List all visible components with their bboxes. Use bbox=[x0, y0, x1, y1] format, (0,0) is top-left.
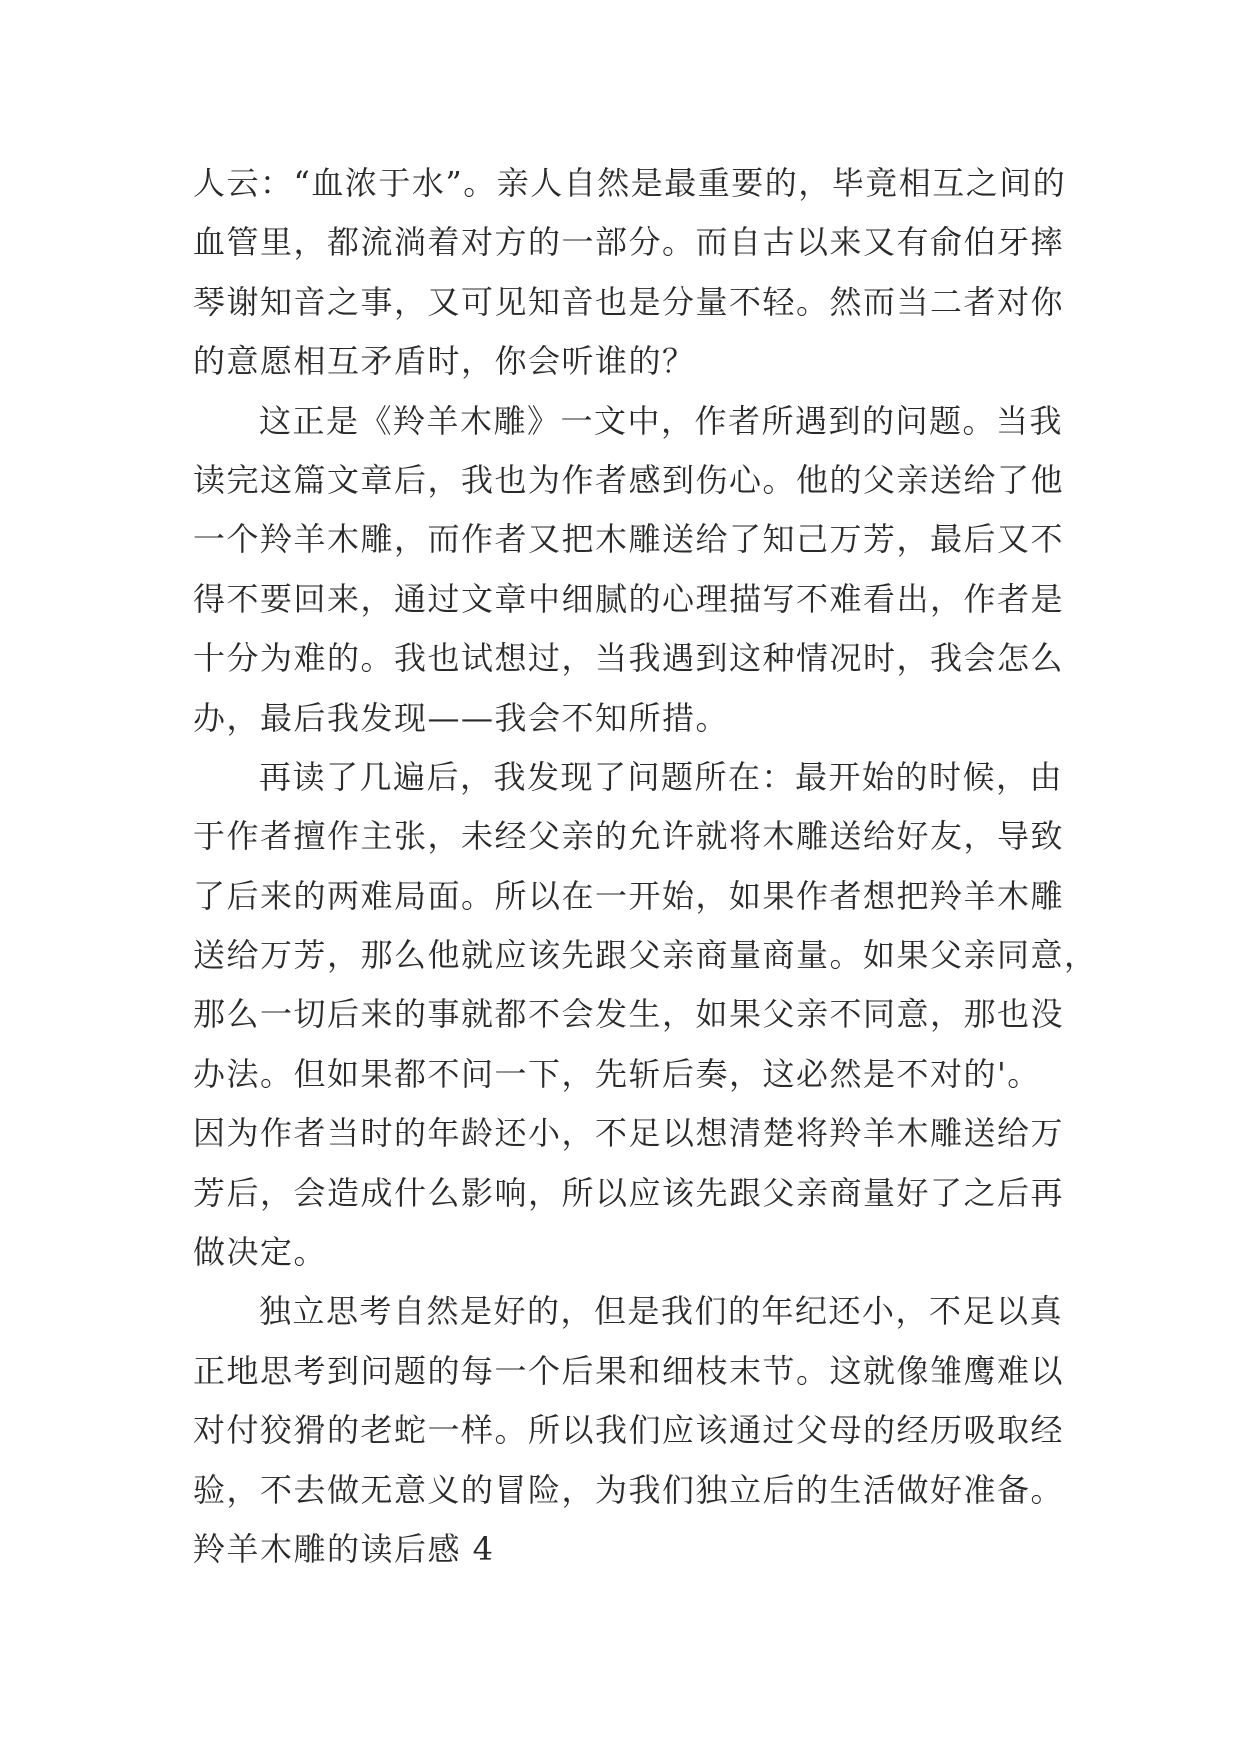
text-line: 于作者擅作主张，未经父亲的允许就将木雕送给好友，导致 bbox=[193, 817, 1065, 856]
text-line: 芳后，会造成什么影响，所以应该先跟父亲商量好了之后再 bbox=[193, 1173, 1065, 1212]
paragraph-first-line: 这正是《羚羊木雕》一文中，作者所遇到的问题。当我 bbox=[259, 401, 1064, 440]
text-line: 读完这篇文章后，我也为作者感到伤心。他的父亲送给了他 bbox=[193, 460, 1065, 499]
text-line: 那么一切后来的事就都不会发生，如果父亲不同意，那也没 bbox=[193, 995, 1065, 1034]
text-line: 琴谢知音之事，又可见知音也是分量不轻。然而当二者对你 bbox=[193, 282, 1065, 321]
text-line: 做决定。 bbox=[193, 1233, 328, 1272]
text-line: 正地思考到问题的每一个后果和细枝末节。这就像雏鹰难以 bbox=[193, 1351, 1065, 1390]
text-line: 验，不去做无意义的冒险，为我们独立后的生活做好准备。 bbox=[193, 1470, 1065, 1509]
text-line: 血管里，都流淌着对方的一部分。而自古以来又有俞伯牙摔 bbox=[193, 223, 1065, 262]
text-line: 办，最后我发现——我会不知所措。 bbox=[193, 698, 730, 737]
paragraph-first-line: 再读了几遍后，我发现了问题所在：最开始的时候，由 bbox=[259, 757, 1064, 796]
text-line: 了后来的两难局面。所以在一开始，如果作者想把羚羊木雕 bbox=[193, 876, 1065, 915]
text-line: 办法。但如果都不问一下，先斩后奏，这必然是不对的'。 bbox=[193, 1054, 1041, 1093]
section-heading: 羚羊木雕的读后感 4 bbox=[193, 1529, 495, 1568]
text-line: 一个羚羊木雕，而作者又把木雕送给了知己万芳，最后又不 bbox=[193, 520, 1065, 559]
text-line: 对付狡猾的老蛇一样。所以我们应该通过父母的经历吸取经 bbox=[193, 1411, 1065, 1450]
text-line: 人云：“血浓于水”。亲人自然是最重要的，毕竟相互之间的 bbox=[193, 164, 1067, 202]
document-body bbox=[193, 154, 1098, 1579]
text-line: 因为作者当时的年龄还小，不足以想清楚将羚羊木雕送给万 bbox=[193, 1114, 1065, 1153]
text-line: 得不要回来，通过文章中细腻的心理描写不难看出，作者是 bbox=[193, 579, 1065, 618]
text-line: 十分为难的。我也试想过，当我遇到这种情况时，我会怎么 bbox=[193, 639, 1065, 678]
paragraph-first-line: 独立思考自然是好的，但是我们的年纪还小，不足以真 bbox=[259, 1292, 1064, 1331]
text-line: 送给万芳，那么他就应该先跟父亲商量商量。如果父亲同意， bbox=[193, 936, 1098, 975]
text-line: 的意愿相互矛盾时，你会听谁的？ bbox=[193, 342, 696, 381]
